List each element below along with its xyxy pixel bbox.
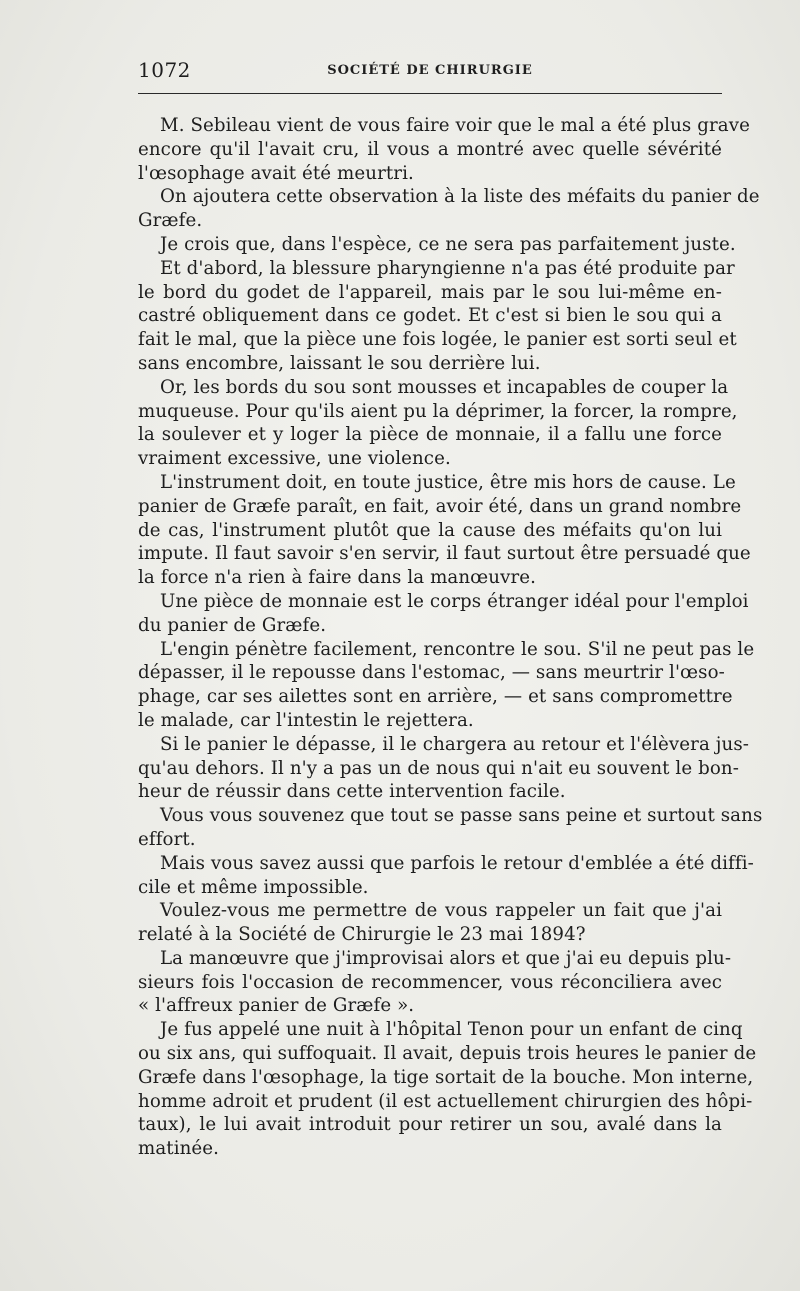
text-line: sans encombre, laissant le sou derrière lui. [138,352,541,374]
text-line: de cas, l'instrument plutôt que la cause des méfaits qu'on lui [138,519,722,541]
text-line: ou six ans, qui suffoquait. Il avait, depuis trois heures le panier de [138,1043,757,1065]
page-header [138,58,722,84]
text-line: « l'affreux panier de Græfe ». [138,995,415,1017]
paragraph [138,852,754,900]
text-line: du panier de Græfe. [138,614,327,636]
text-line: Mais vous savez aussi que parfois le retour d'emblée a été diffi- [160,852,754,874]
text-line: Voulez-vous me permettre de vous rappeler un fait que j'ai [160,900,722,922]
text-line: relaté à la Société de Chirurgie le 23 mai 1894? [138,924,586,946]
paragraph [138,257,737,376]
text-line: l'œsophage avait été meurtri. [138,162,414,184]
text-line: phage, car ses ailettes sont en arrière, — et sans compromettre [138,686,733,708]
text-line: le bord du godet de l'appareil, mais par le sou lui-même en- [138,281,722,303]
text-line: La manœuvre que j'improvisai alors et que j'ai eu depuis plu- [160,947,732,969]
text-line: Vous vous souvenez que tout se passe sans peine et surtout sans [160,805,763,827]
text-line: panier de Græfe paraît, en fait, avoir été, dans un grand nombre [138,495,742,517]
text-line: Or, les bords du sou sont mousses et incapables de couper la [160,376,729,398]
paragraph [138,185,760,233]
text-line: encore qu'il l'avait cru, il vous a montré avec quelle sévérité [138,138,722,160]
text-line: dépasser, il le repousse dans l'estomac, — sans meurtrir l'œso- [138,662,725,684]
text-line: L'instrument doit, en toute justice, être mis hors de cause. Le [160,471,736,493]
text-line: la force n'a rien à faire dans la manœuvre. [138,567,536,589]
text-line: M. Sebileau vient de vous faire voir que le mal a été plus grave [160,115,750,136]
paragraph [138,376,738,471]
paragraph [138,114,750,185]
text-line: Je crois que, dans l'espèce, ce ne sera pas parfaitement juste. [160,233,736,255]
paragraph [138,590,749,638]
text-line: cile et même impossible. [138,876,369,898]
text-line: le malade, car l'intestin le rejettera. [138,709,474,731]
text-line: heur de réussir dans cette intervention facile. [138,781,566,803]
text-line: On ajoutera cette observation à la liste des méfaits du panier de [160,186,760,208]
text-line: la soulever et y loger la pièce de monnaie, il a fallu une force [138,424,722,446]
paragraph [138,1018,757,1161]
text-line: Græfe dans l'œsophage, la tige sortait de la bouche. Mon interne, [138,1066,754,1088]
paragraph [138,471,751,590]
header-rule [138,93,722,94]
text-line: qu'au dehors. Il n'y a pas un de nous qui n'ait eu souvent le bon- [138,757,739,779]
text-line: Une pièce de monnaie est le corps étranger idéal pour l'emploi [160,590,749,612]
text-line: taux), le lui avait introduit pour retirer un sou, avalé dans la [138,1114,722,1136]
text-line: Græfe. [138,210,203,232]
body-text [138,114,763,1161]
text-line: sieurs fois l'occasion de recommencer, vous réconciliera avec [138,971,722,993]
text-line: castré obliquement dans ce godet. Et c'est si bien le sou qui a [138,305,722,327]
text-line: muqueuse. Pour qu'ils aient pu la déprimer, la forcer, la rompre, [138,400,738,422]
running-title: SOCIÉTÉ DE CHIRURGIE [327,63,533,78]
text-line: L'engin pénètre facilement, rencontre le sou. S'il ne peut pas le [160,638,755,660]
text-line: effort. [138,828,196,850]
text-line: fait le mal, que la pièce une fois logée, le panier est sorti seul et [138,329,737,351]
paragraph [138,804,763,852]
text-line: matinée. [138,1138,220,1160]
text-line: Je fus appelé une nuit à l'hôpital Tenon pour un enfant de cinq [160,1019,743,1041]
paragraph [138,233,736,257]
text-line: homme adroit et prudent (il est actuellement chirurgien des hôpi- [138,1090,753,1112]
paragraph [138,899,722,947]
text-line: impute. Il faut savoir s'en servir, il faut surtout être persuadé que [138,543,751,565]
text-line: Si le panier le dépasse, il le chargera au retour et l'élèvera jus- [160,733,750,755]
page-number: 1072 [138,58,191,82]
paragraph [138,733,750,804]
paragraph [138,638,755,733]
text-line: vraiment excessive, une violence. [138,448,451,470]
text-line: Et d'abord, la blessure pharyngienne n'a pas été produite par [160,257,735,279]
paragraph [138,947,732,1018]
